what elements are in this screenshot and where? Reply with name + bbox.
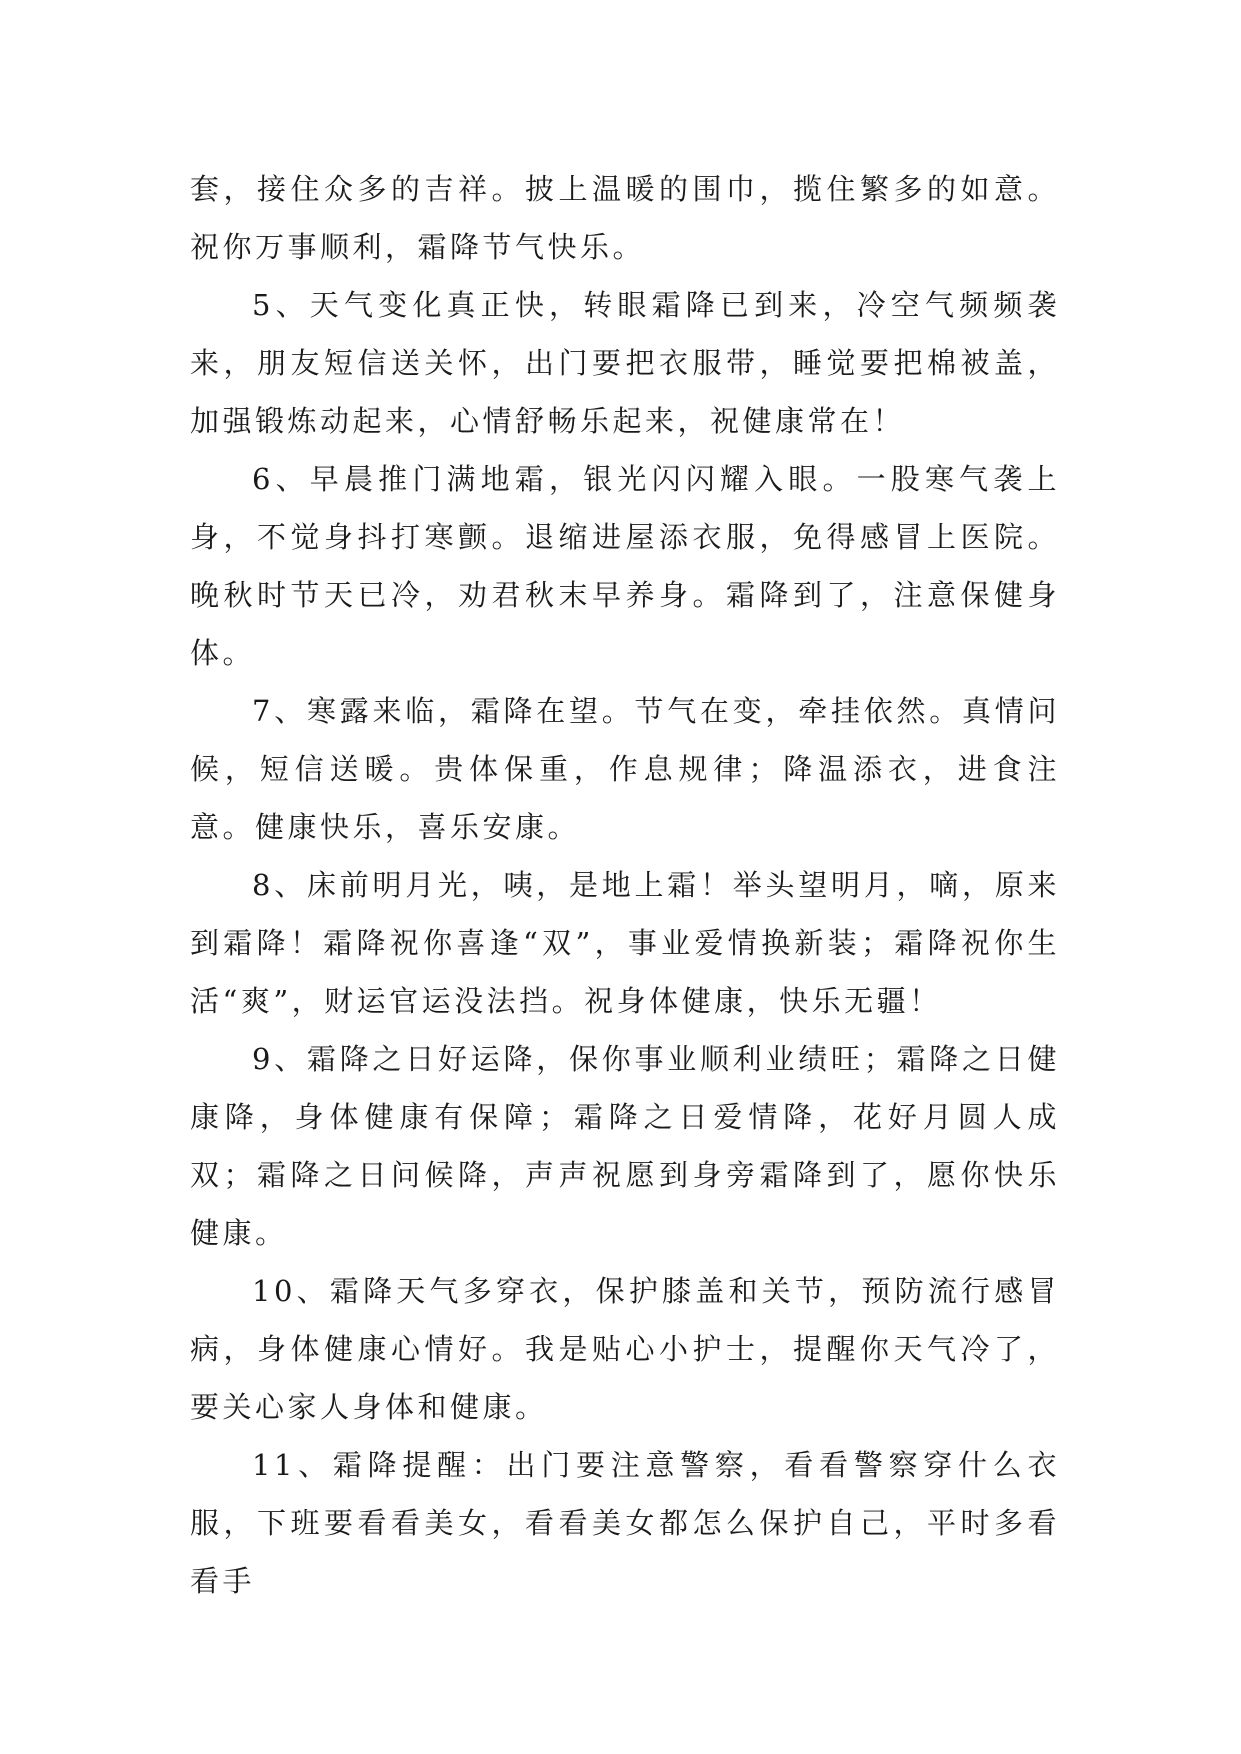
paragraph-continuation: 套，接住众多的吉祥。披上温暖的围巾，揽住繁多的如意。祝你万事顺利，霜降节气快乐。 [190,172,1060,264]
paragraph-item-7: 7、寒露来临，霜降在望。节气在变，牵挂依然。真情问候，短信送暖。贵体保重，作息规律；降温添衣，进食注意。健康快乐，喜乐安康。 [190,694,1060,844]
body-text [190,160,1060,1610]
paragraph-item-10: 10、霜降天气多穿衣，保护膝盖和关节，预防流行感冒病，身体健康心情好。我是贴心小护士，提醒你天气冷了，要关心家人身体和健康。 [190,1274,1060,1424]
paragraph-item-9: 9、霜降之日好运降，保你事业顺利业绩旺；霜降之日健康降，身体健康有保障；霜降之日爱情降，花好月圆人成双；霜降之日问候降，声声祝愿到身旁霜降到了，愿你快乐健康。 [190,1042,1060,1250]
paragraph-item-6: 6、早晨推门满地霜，银光闪闪耀入眼。一股寒气袭上身，不觉身抖打寒颤。退缩进屋添衣服，免得感冒上医院。晚秋时节天已冷，劝君秋末早养身。霜降到了，注意保健身体。 [190,462,1060,670]
paragraph-item-5: 5、天气变化真正快，转眼霜降已到来，冷空气频频袭来，朋友短信送关怀，出门要把衣服带，睡觉要把棉被盖，加强锻炼动起来，心情舒畅乐起来，祝健康常在！ [190,288,1060,438]
paragraph-item-8: 8、床前明月光，咦，是地上霜！举头望明月，嘀，原来到霜降！霜降祝你喜逢“双”，事业爱情换新装；霜降祝你生活“爽”，财运官运没法挡。祝身体健康，快乐无疆！ [190,868,1060,1018]
paragraph-item-11: 11、霜降提醒：出门要注意警察，看看警察穿什么衣服，下班要看看美女，看看美女都怎么保护自己，平时多看看手 [190,1448,1060,1598]
